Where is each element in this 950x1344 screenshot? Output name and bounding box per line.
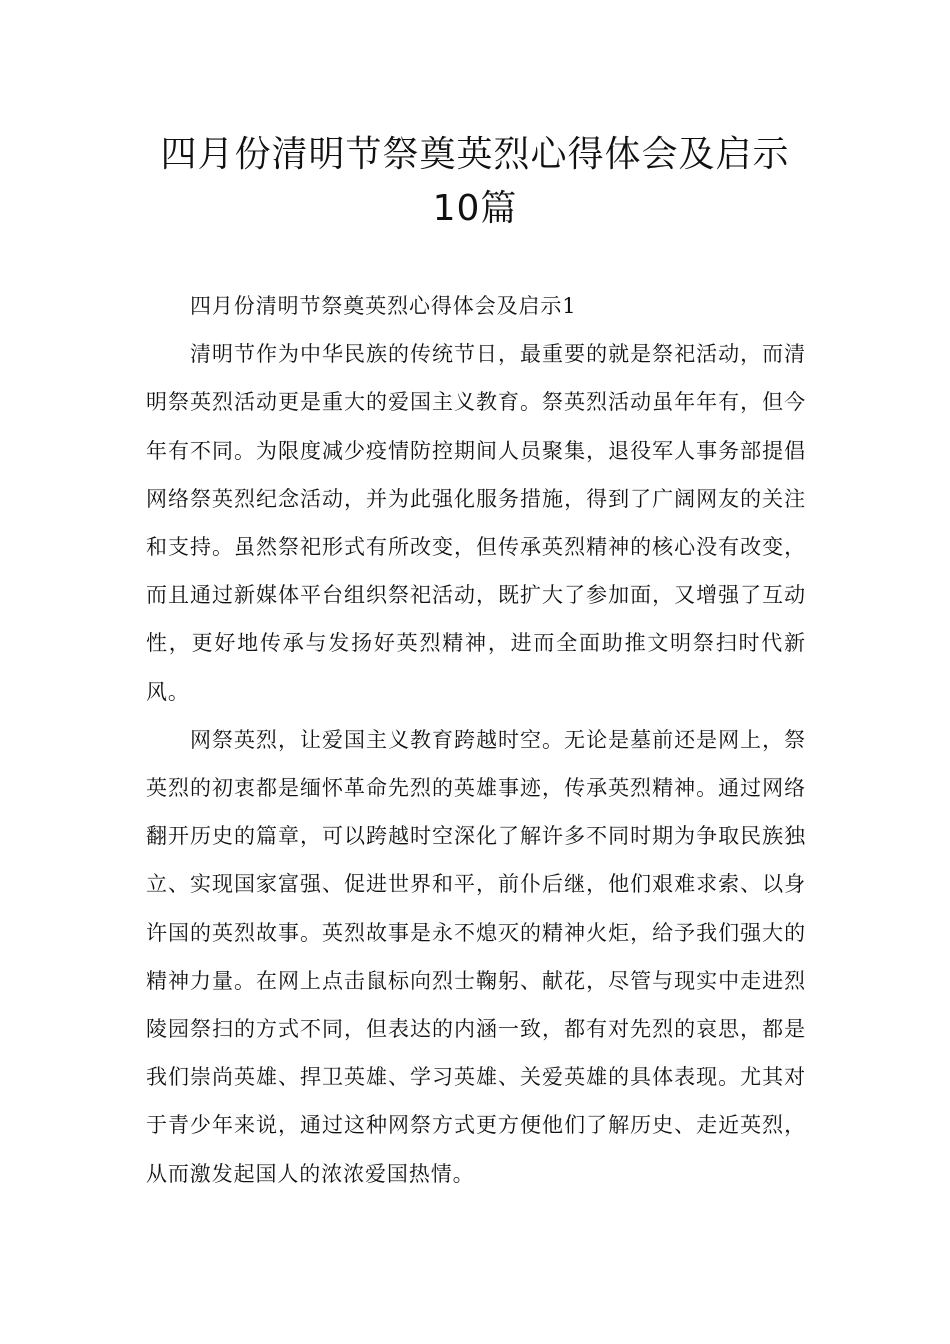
document-body xyxy=(146,282,806,1198)
section-heading: 四月份清明节祭奠英烈心得体会及启示1 xyxy=(190,294,577,318)
body-paragraph-1: 清明节作为中华民族的传统节日，最重要的就是祭祀活动，而清明祭英烈活动更是重大的爱国主义教育。祭英烈活动虽年年有，但今年有不同。为限度减少疫情防控期间人员聚集，退役军人事务部提倡网络祭英烈纪念活动，并为此强化服务措施，得到了广阔网友的关注和支持。虽然祭祀形式有所改变，但传承英烈精神的核心没有改变，而且通过新媒体平台组织祭祀活动，既扩大了参加面，又增强了互动性，更好地传承与发扬好英烈精神，进而全面助推文明祭扫时代新风。 xyxy=(146,342,806,704)
body-paragraph-2: 网祭英烈，让爱国主义教育跨越时空。无论是墓前还是网上，祭英烈的初衷都是缅怀革命先烈的英雄事迹，传承英烈精神。通过网络翻开历史的篇章，可以跨越时空深化了解许多不同时期为争取民族独立、实现国家富强、促进世界和平，前仆后继，他们艰难求索、以身许国的英烈故事。英烈故事是永不熄灭的精神火炬，给予我们强大的精神力量。在网上点击鼠标向烈士鞠躬、献花，尽管与现实中走进烈陵园祭扫的方式不同，但表达的内涵一致，都有对先烈的哀思，都是我们崇尚英雄、捍卫英雄、学习英雄、关爱英雄的具体表现。尤其对于青少年来说，通过这种网祭方式更方便他们了解历史、走近英烈，从而激发起国人的浓浓爱国热情。 xyxy=(146,727,806,1186)
document-title xyxy=(100,128,850,236)
document-title-line-2: 10篇 xyxy=(432,188,518,229)
document-title-line-1: 四月份清明节祭奠英烈心得体会及启示 xyxy=(160,134,790,175)
